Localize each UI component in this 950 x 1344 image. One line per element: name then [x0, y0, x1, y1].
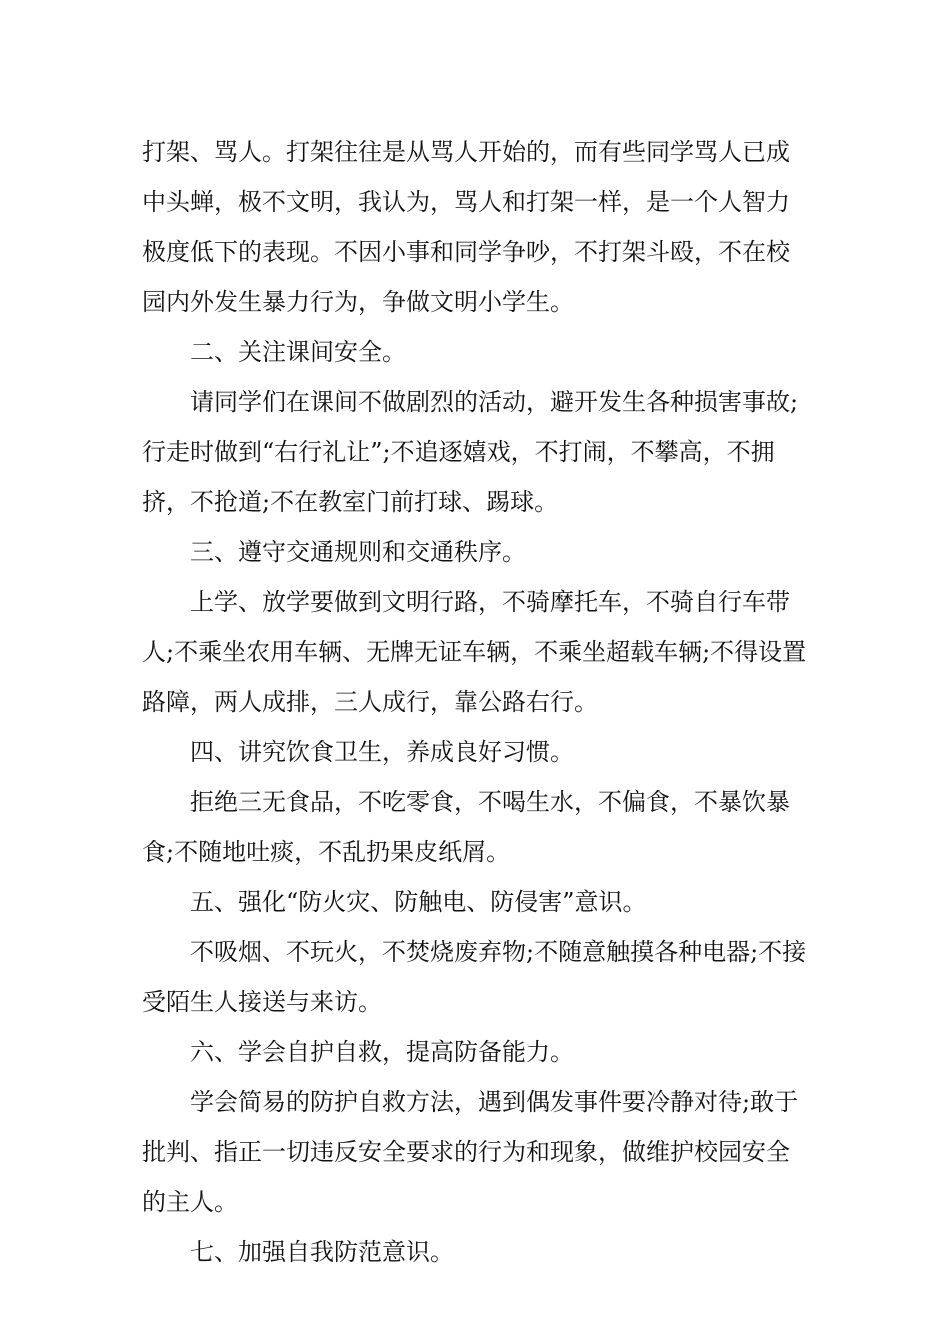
section-body-2: 请同学们在课间不做剧烈的活动，避开发生各种损害事故;行走时做到“右行礼让”;不追逐嬉戏，不打闹，不攀高，不拥挤，不抢道;不在教室门前打球、踢球。	[142, 388, 799, 516]
section-body-4: 拒绝三无食品，不吃零食，不喝生水，不偏食，不暴饮暴食;不随地吐痰，不乱扔果皮纸屑。	[142, 788, 790, 866]
document-body	[142, 127, 812, 1277]
paragraph-continuation: 打架、骂人。打架往往是从骂人开始的，而有些同学骂人已成中头蝉，极不文明，我认为，骂人和打架一样，是一个人智力极度低下的表现。不因小事和同学争吵，不打架斗殴，不在校园内外发生暴力行为，争做文明小学生。	[142, 138, 790, 316]
section-heading-4: 四、讲究饮食卫生，养成良好习惯。	[190, 738, 574, 766]
section-body-3: 上学、放学要做到文明行路，不骑摩托车，不骑自行车带人;不乘坐农用车辆、无牌无证车辆，不乘坐超载车辆;不得设置路障，两人成排，三人成行，靠公路右行。	[142, 588, 807, 716]
section-heading-3: 三、遵守交通规则和交通秩序。	[190, 538, 526, 566]
section-body-5: 不吸烟、不玩火，不焚烧废弃物;不随意触摸各种电器;不接受陌生人接送与来访。	[142, 938, 807, 1016]
section-heading-7: 七、加强自我防范意识。	[190, 1238, 454, 1266]
section-heading-2: 二、关注课间安全。	[190, 338, 406, 366]
section-heading-6: 六、学会自护自救，提高防备能力。	[190, 1038, 574, 1066]
section-heading-5: 五、强化“防火灾、防触电、防侵害”意识。	[190, 888, 647, 916]
section-body-6: 学会简易的防护自救方法，遇到偶发事件要冷静对待;敢于批判、指正一切违反安全要求的行为和现象，做维护校园安全的主人。	[142, 1088, 799, 1216]
